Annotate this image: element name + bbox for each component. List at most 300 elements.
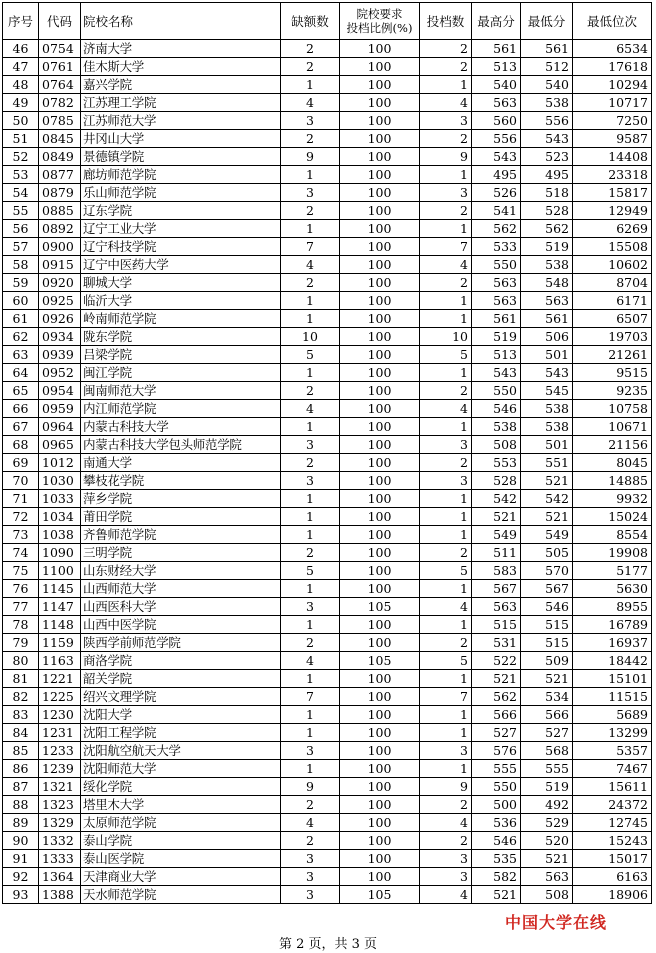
cell-shortfall: 3 (281, 598, 340, 616)
cell-min-rank: 8704 (573, 274, 652, 292)
table-row (3, 94, 652, 112)
cell-min-rank: 18906 (573, 886, 652, 904)
cell-shortfall: 1 (281, 706, 340, 724)
cell-filed: 2 (420, 544, 472, 562)
cell-code: 0954 (39, 382, 81, 400)
header-min-rank: 最低位次 (573, 3, 652, 40)
cell-filed: 1 (420, 490, 472, 508)
cell-shortfall: 5 (281, 346, 340, 364)
cell-name: 沈阳大学 (81, 706, 281, 724)
cell-min-rank: 9235 (573, 382, 652, 400)
cell-code: 0965 (39, 436, 81, 454)
cell-min-rank: 12949 (573, 202, 652, 220)
cell-filed: 3 (420, 184, 472, 202)
cell-max-score: 563 (472, 598, 521, 616)
cell-seq: 85 (3, 742, 39, 760)
cell-shortfall: 3 (281, 184, 340, 202)
cell-code: 0952 (39, 364, 81, 382)
cell-name: 井冈山大学 (81, 130, 281, 148)
cell-ratio: 100 (340, 562, 420, 580)
cell-min-rank: 10671 (573, 418, 652, 436)
cell-seq: 59 (3, 274, 39, 292)
cell-min-score: 515 (521, 616, 573, 634)
cell-min-score: 551 (521, 454, 573, 472)
cell-max-score: 583 (472, 562, 521, 580)
cell-min-rank: 19908 (573, 544, 652, 562)
cell-min-rank: 10717 (573, 94, 652, 112)
cell-code: 0754 (39, 40, 81, 58)
cell-seq: 58 (3, 256, 39, 274)
cell-min-rank: 7467 (573, 760, 652, 778)
cell-min-rank: 11515 (573, 688, 652, 706)
cell-shortfall: 4 (281, 652, 340, 670)
cell-seq: 49 (3, 94, 39, 112)
cell-name: 山西师范大学 (81, 580, 281, 598)
cell-shortfall: 2 (281, 130, 340, 148)
cell-min-rank: 5689 (573, 706, 652, 724)
cell-code: 0764 (39, 76, 81, 94)
cell-min-rank: 15611 (573, 778, 652, 796)
cell-max-score: 519 (472, 328, 521, 346)
cell-shortfall: 9 (281, 148, 340, 166)
header-ratio-line1: 院校要求 (356, 7, 403, 21)
cell-shortfall: 2 (281, 274, 340, 292)
cell-code: 1147 (39, 598, 81, 616)
cell-ratio: 100 (340, 580, 420, 598)
cell-filed: 10 (420, 328, 472, 346)
cell-max-score: 543 (472, 148, 521, 166)
cell-name: 江苏师范大学 (81, 112, 281, 130)
cell-name: 内蒙古科技大学包头师范学院 (81, 436, 281, 454)
cell-code: 1100 (39, 562, 81, 580)
cell-ratio: 100 (340, 706, 420, 724)
cell-ratio: 100 (340, 58, 420, 76)
cell-shortfall: 2 (281, 832, 340, 850)
cell-ratio: 100 (340, 490, 420, 508)
cell-name: 廊坊师范学院 (81, 166, 281, 184)
cell-seq: 74 (3, 544, 39, 562)
cell-code: 0879 (39, 184, 81, 202)
cell-code: 1323 (39, 796, 81, 814)
cell-filed: 4 (420, 598, 472, 616)
cell-min-score: 538 (521, 94, 573, 112)
cell-code: 0761 (39, 58, 81, 76)
cell-shortfall: 2 (281, 454, 340, 472)
cell-code: 1364 (39, 868, 81, 886)
table-row (3, 310, 652, 328)
cell-shortfall: 5 (281, 562, 340, 580)
cell-code: 1221 (39, 670, 81, 688)
cell-name: 闽南师范大学 (81, 382, 281, 400)
cell-filed: 9 (420, 778, 472, 796)
cell-seq: 76 (3, 580, 39, 598)
cell-seq: 75 (3, 562, 39, 580)
cell-min-score: 568 (521, 742, 573, 760)
cell-max-score: 521 (472, 508, 521, 526)
cell-code: 0785 (39, 112, 81, 130)
cell-filed: 2 (420, 274, 472, 292)
cell-name: 辽宁科技学院 (81, 238, 281, 256)
cell-seq: 50 (3, 112, 39, 130)
cell-max-score: 576 (472, 742, 521, 760)
cell-min-score: 543 (521, 364, 573, 382)
table-row (3, 868, 652, 886)
cell-filed: 3 (420, 742, 472, 760)
cell-min-rank: 16789 (573, 616, 652, 634)
table-row (3, 58, 652, 76)
cell-shortfall: 1 (281, 364, 340, 382)
cell-code: 1329 (39, 814, 81, 832)
cell-code: 1034 (39, 508, 81, 526)
cell-min-score: 562 (521, 220, 573, 238)
cell-name: 景德镇学院 (81, 148, 281, 166)
cell-filed: 1 (420, 580, 472, 598)
cell-ratio: 100 (340, 202, 420, 220)
cell-filed: 1 (420, 166, 472, 184)
cell-filed: 3 (420, 868, 472, 886)
cell-shortfall: 1 (281, 220, 340, 238)
cell-max-score: 522 (472, 652, 521, 670)
cell-min-rank: 23318 (573, 166, 652, 184)
cell-max-score: 543 (472, 364, 521, 382)
cell-ratio: 100 (340, 382, 420, 400)
cell-seq: 54 (3, 184, 39, 202)
cell-shortfall: 1 (281, 760, 340, 778)
cell-shortfall: 4 (281, 94, 340, 112)
cell-min-score: 540 (521, 76, 573, 94)
cell-max-score: 500 (472, 796, 521, 814)
cell-seq: 63 (3, 346, 39, 364)
table-row (3, 526, 652, 544)
table-row (3, 364, 652, 382)
cell-ratio: 100 (340, 868, 420, 886)
cell-filed: 2 (420, 454, 472, 472)
cell-code: 1033 (39, 490, 81, 508)
cell-min-rank: 9587 (573, 130, 652, 148)
cell-min-score: 512 (521, 58, 573, 76)
cell-code: 1163 (39, 652, 81, 670)
cell-min-rank: 8955 (573, 598, 652, 616)
cell-min-rank: 15024 (573, 508, 652, 526)
cell-code: 1321 (39, 778, 81, 796)
cell-name: 齐鲁师范学院 (81, 526, 281, 544)
cell-filed: 2 (420, 382, 472, 400)
cell-min-rank: 14885 (573, 472, 652, 490)
cell-seq: 66 (3, 400, 39, 418)
header-seq: 序号 (3, 3, 39, 40)
cell-max-score: 546 (472, 832, 521, 850)
table-row (3, 670, 652, 688)
cell-min-rank: 19703 (573, 328, 652, 346)
cell-shortfall: 2 (281, 382, 340, 400)
cell-ratio: 100 (340, 778, 420, 796)
cell-seq: 57 (3, 238, 39, 256)
table-row (3, 796, 652, 814)
cell-name: 萍乡学院 (81, 490, 281, 508)
cell-min-score: 563 (521, 868, 573, 886)
cell-code: 0845 (39, 130, 81, 148)
cell-max-score: 526 (472, 184, 521, 202)
table-row (3, 724, 652, 742)
cell-name: 莆田学院 (81, 508, 281, 526)
cell-shortfall: 4 (281, 256, 340, 274)
cell-min-score: 515 (521, 634, 573, 652)
cell-max-score: 582 (472, 868, 521, 886)
cell-ratio: 100 (340, 292, 420, 310)
cell-shortfall: 1 (281, 580, 340, 598)
header-code: 代码 (39, 3, 81, 40)
cell-min-score: 520 (521, 832, 573, 850)
cell-max-score: 561 (472, 310, 521, 328)
cell-seq: 81 (3, 670, 39, 688)
cell-code: 1230 (39, 706, 81, 724)
cell-filed: 4 (420, 256, 472, 274)
cell-code: 0959 (39, 400, 81, 418)
table-row (3, 580, 652, 598)
cell-filed: 1 (420, 724, 472, 742)
cell-max-score: 540 (472, 76, 521, 94)
cell-code: 1225 (39, 688, 81, 706)
cell-ratio: 100 (340, 400, 420, 418)
cell-shortfall: 1 (281, 616, 340, 634)
cell-seq: 82 (3, 688, 39, 706)
cell-seq: 55 (3, 202, 39, 220)
cell-seq: 88 (3, 796, 39, 814)
cell-min-rank: 12745 (573, 814, 652, 832)
table-row (3, 130, 652, 148)
cell-min-rank: 21156 (573, 436, 652, 454)
cell-filed: 4 (420, 814, 472, 832)
cell-shortfall: 1 (281, 292, 340, 310)
cell-ratio: 100 (340, 634, 420, 652)
cell-seq: 79 (3, 634, 39, 652)
table-row (3, 814, 652, 832)
cell-max-score: 563 (472, 292, 521, 310)
cell-min-score: 521 (521, 472, 573, 490)
cell-filed: 5 (420, 346, 472, 364)
cell-name: 山西中医学院 (81, 616, 281, 634)
cell-seq: 90 (3, 832, 39, 850)
cell-min-rank: 8554 (573, 526, 652, 544)
cell-seq: 83 (3, 706, 39, 724)
cell-seq: 60 (3, 292, 39, 310)
cell-name: 佳木斯大学 (81, 58, 281, 76)
cell-max-score: 538 (472, 418, 521, 436)
cell-ratio: 100 (340, 670, 420, 688)
cell-ratio: 100 (340, 526, 420, 544)
cell-seq: 68 (3, 436, 39, 454)
table-row (3, 886, 652, 904)
table-row (3, 418, 652, 436)
table-row (3, 166, 652, 184)
cell-ratio: 105 (340, 652, 420, 670)
cell-max-score: 563 (472, 94, 521, 112)
cell-ratio: 100 (340, 310, 420, 328)
table-row (3, 112, 652, 130)
cell-max-score: 556 (472, 130, 521, 148)
table-row (3, 742, 652, 760)
table-row (3, 220, 652, 238)
cell-filed: 3 (420, 112, 472, 130)
cell-name: 陕西学前师范学院 (81, 634, 281, 652)
cell-min-score: 555 (521, 760, 573, 778)
cell-max-score: 542 (472, 490, 521, 508)
cell-name: 塔里木大学 (81, 796, 281, 814)
cell-code: 1332 (39, 832, 81, 850)
cell-name: 吕梁学院 (81, 346, 281, 364)
cell-filed: 5 (420, 562, 472, 580)
cell-filed: 9 (420, 148, 472, 166)
cell-seq: 80 (3, 652, 39, 670)
cell-filed: 1 (420, 310, 472, 328)
table-row (3, 328, 652, 346)
cell-filed: 1 (420, 364, 472, 382)
cell-name: 商洛学院 (81, 652, 281, 670)
cell-code: 0900 (39, 238, 81, 256)
cell-shortfall: 1 (281, 490, 340, 508)
cell-filed: 2 (420, 832, 472, 850)
cell-max-score: 561 (472, 40, 521, 58)
cell-shortfall: 2 (281, 634, 340, 652)
cell-filed: 1 (420, 760, 472, 778)
cell-filed: 2 (420, 202, 472, 220)
cell-ratio: 100 (340, 436, 420, 454)
cell-max-score: 536 (472, 814, 521, 832)
cell-min-score: 528 (521, 202, 573, 220)
cell-max-score: 562 (472, 688, 521, 706)
cell-ratio: 100 (340, 40, 420, 58)
cell-shortfall: 2 (281, 202, 340, 220)
cell-name: 陇东学院 (81, 328, 281, 346)
table-row (3, 706, 652, 724)
cell-min-rank: 6507 (573, 310, 652, 328)
cell-min-score: 563 (521, 292, 573, 310)
cell-shortfall: 2 (281, 40, 340, 58)
table-row (3, 274, 652, 292)
cell-filed: 1 (420, 220, 472, 238)
cell-code: 1030 (39, 472, 81, 490)
cell-ratio: 105 (340, 886, 420, 904)
cell-filed: 3 (420, 436, 472, 454)
cell-name: 沈阳师范大学 (81, 760, 281, 778)
cell-seq: 70 (3, 472, 39, 490)
table-row (3, 508, 652, 526)
cell-min-rank: 15243 (573, 832, 652, 850)
cell-name: 江苏理工学院 (81, 94, 281, 112)
cell-seq: 46 (3, 40, 39, 58)
cell-name: 临沂大学 (81, 292, 281, 310)
cell-max-score: 527 (472, 724, 521, 742)
cell-min-rank: 21261 (573, 346, 652, 364)
cell-name: 绍兴文理学院 (81, 688, 281, 706)
header-max-score: 最高分 (472, 3, 521, 40)
cell-ratio: 100 (340, 238, 420, 256)
cell-min-rank: 24372 (573, 796, 652, 814)
cell-min-rank: 18442 (573, 652, 652, 670)
header-filed: 投档数 (420, 3, 472, 40)
cell-seq: 84 (3, 724, 39, 742)
cell-shortfall: 2 (281, 58, 340, 76)
cell-max-score: 560 (472, 112, 521, 130)
table-row (3, 256, 652, 274)
cell-shortfall: 1 (281, 670, 340, 688)
cell-shortfall: 1 (281, 166, 340, 184)
cell-min-score: 566 (521, 706, 573, 724)
cell-min-score: 523 (521, 148, 573, 166)
cell-shortfall: 1 (281, 508, 340, 526)
cell-min-rank: 7250 (573, 112, 652, 130)
cell-min-score: 521 (521, 508, 573, 526)
cell-shortfall: 4 (281, 814, 340, 832)
cell-max-score: 521 (472, 670, 521, 688)
table-row (3, 562, 652, 580)
cell-name: 三明学院 (81, 544, 281, 562)
cell-max-score: 511 (472, 544, 521, 562)
cell-name: 沈阳航空航天大学 (81, 742, 281, 760)
cell-ratio: 100 (340, 544, 420, 562)
admission-table (2, 2, 652, 904)
header-min-score: 最低分 (521, 3, 573, 40)
table-row (3, 688, 652, 706)
cell-ratio: 100 (340, 256, 420, 274)
cell-max-score: 562 (472, 220, 521, 238)
cell-filed: 4 (420, 94, 472, 112)
cell-min-score: 570 (521, 562, 573, 580)
cell-filed: 1 (420, 670, 472, 688)
cell-ratio: 100 (340, 274, 420, 292)
cell-max-score: 566 (472, 706, 521, 724)
table-body (3, 40, 652, 904)
table-row (3, 652, 652, 670)
cell-shortfall: 4 (281, 400, 340, 418)
table-row (3, 40, 652, 58)
cell-shortfall: 3 (281, 472, 340, 490)
cell-min-score: 549 (521, 526, 573, 544)
cell-min-rank: 16937 (573, 634, 652, 652)
cell-max-score: 515 (472, 616, 521, 634)
cell-seq: 52 (3, 148, 39, 166)
table-row (3, 382, 652, 400)
cell-ratio: 100 (340, 850, 420, 868)
cell-ratio: 100 (340, 688, 420, 706)
cell-shortfall: 1 (281, 526, 340, 544)
cell-filed: 7 (420, 238, 472, 256)
cell-min-score: 529 (521, 814, 573, 832)
cell-max-score: 546 (472, 400, 521, 418)
cell-code: 0915 (39, 256, 81, 274)
cell-min-rank: 5357 (573, 742, 652, 760)
table-row (3, 454, 652, 472)
cell-seq: 78 (3, 616, 39, 634)
cell-min-score: 518 (521, 184, 573, 202)
cell-code: 1239 (39, 760, 81, 778)
table-row (3, 292, 652, 310)
cell-max-score: 550 (472, 778, 521, 796)
cell-min-score: 556 (521, 112, 573, 130)
cell-name: 济南大学 (81, 40, 281, 58)
cell-seq: 53 (3, 166, 39, 184)
cell-code: 0926 (39, 310, 81, 328)
cell-filed: 3 (420, 472, 472, 490)
table-row (3, 598, 652, 616)
cell-filed: 1 (420, 418, 472, 436)
table-row (3, 436, 652, 454)
header-shortfall: 缺额数 (281, 3, 340, 40)
cell-seq: 91 (3, 850, 39, 868)
cell-seq: 69 (3, 454, 39, 472)
cell-seq: 67 (3, 418, 39, 436)
cell-ratio: 100 (340, 184, 420, 202)
